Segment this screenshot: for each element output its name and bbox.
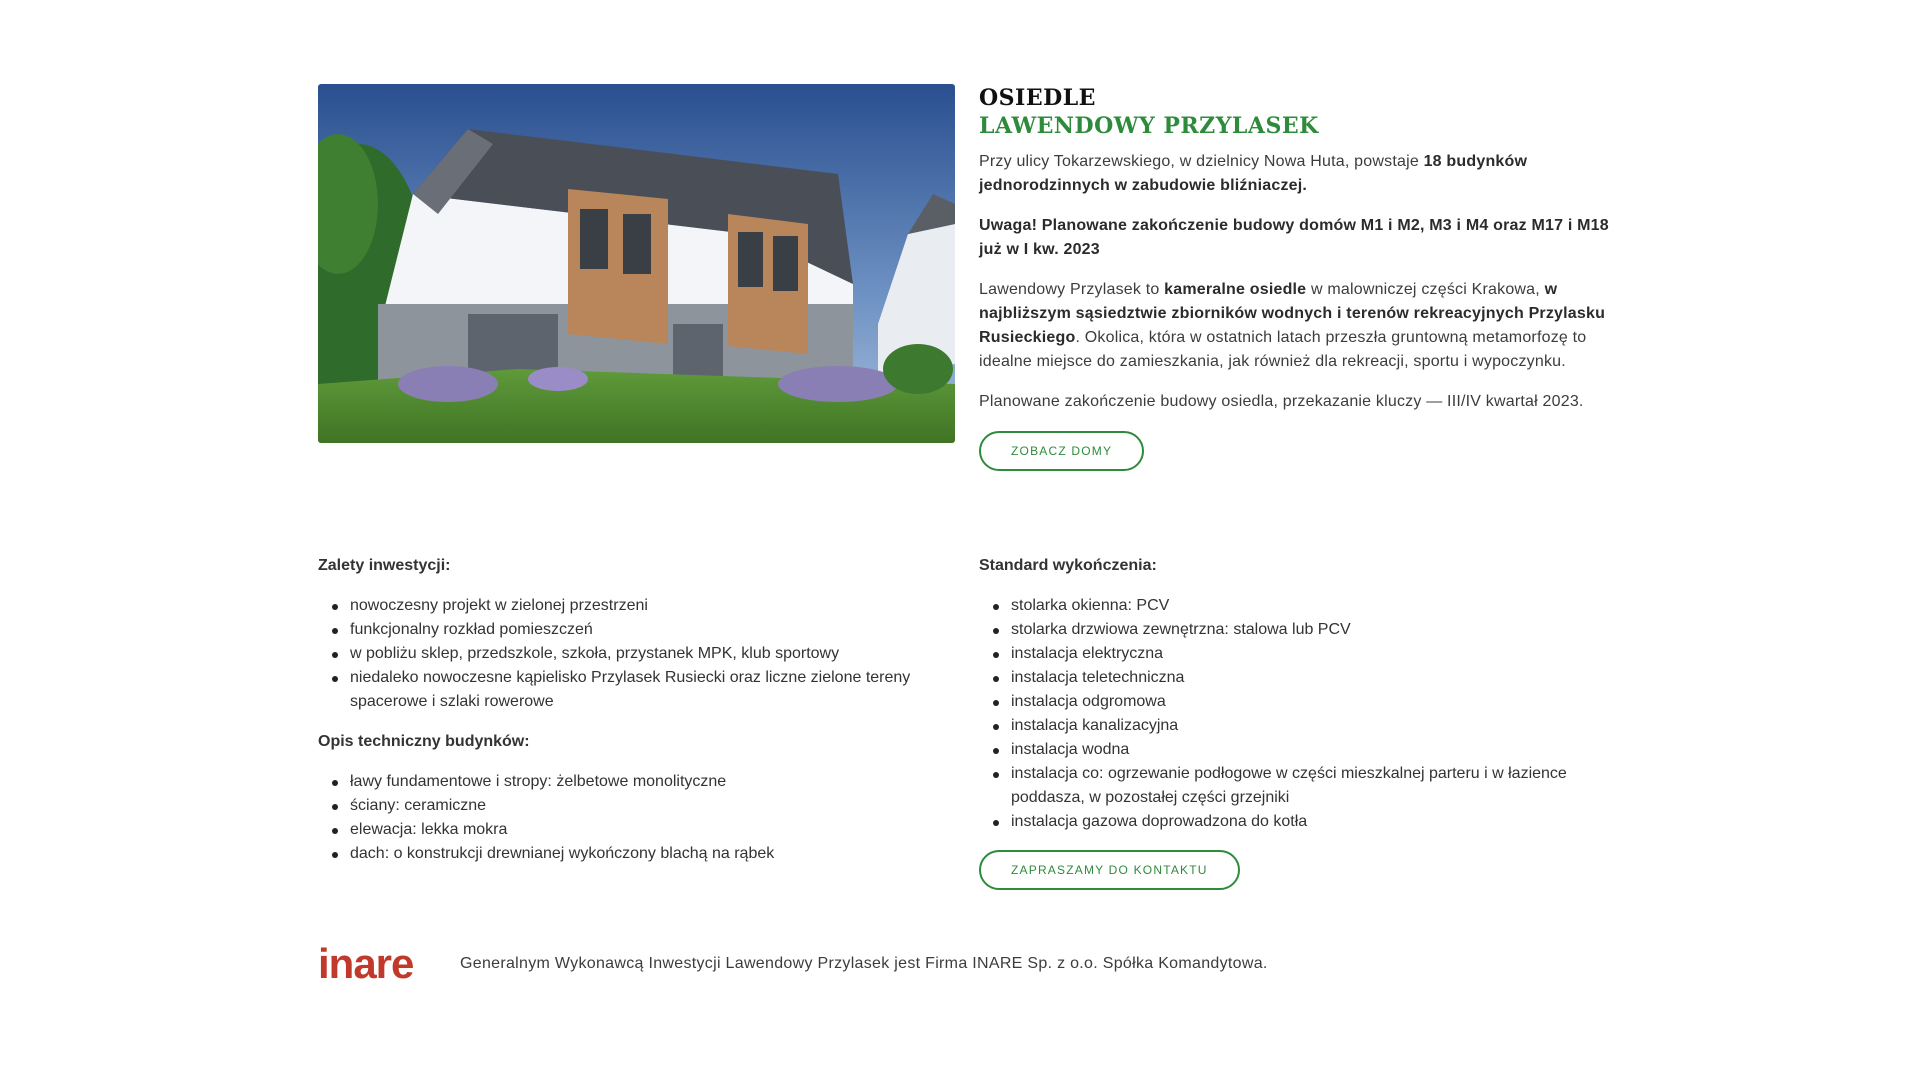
footer	[318, 944, 1268, 984]
description-text: w malowniczej części Krakowa,	[1306, 281, 1545, 298]
list-item: instalacja gazowa doprowadzona do kotła	[979, 810, 1619, 834]
inare-logo-icon[interactable]	[318, 944, 446, 984]
page-title-line2: LAWENDOWY PRZYLASEK	[979, 113, 1319, 139]
intro-paragraph-location	[979, 150, 1619, 198]
advantages-list	[318, 594, 958, 714]
description-text: Lawendowy Przylasek to	[979, 281, 1165, 298]
list-item: elewacja: lekka mokra	[318, 818, 958, 842]
list-item: instalacja wodna	[979, 738, 1619, 762]
right-column	[979, 554, 1619, 890]
standard-heading: Standard wykończenia:	[979, 557, 1157, 574]
house-illustration	[318, 84, 955, 443]
intro-text: Przy ulicy Tokarzewskiego, w dzielnicy Nowa Huta, powstaje	[979, 153, 1424, 170]
list-item: w pobliżu sklep, przedszkole, szkoła, przystanek MPK, klub sportowy	[318, 642, 958, 666]
notice-text: Uwaga! Planowane zakończenie budowy domów M1 i M2, M3 i M4 oraz M17 i M18 już w I kw. 2023	[979, 217, 1609, 258]
page-title-line1: OSIEDLE	[979, 85, 1096, 111]
view-houses-button[interactable]: ZOBACZ DOMY	[979, 431, 1144, 471]
list-item: stolarka drzwiowa zewnętrzna: stalowa lub PCV	[979, 618, 1619, 642]
description-bold: w najbliższym sąsiedztwie zbiorników wodnych i terenów rekreacyjnych Przylasku Rusieckiego	[979, 281, 1606, 346]
list-item: instalacja elektryczna	[979, 642, 1619, 666]
intro-section	[979, 84, 1619, 471]
technical-heading: Opis techniczny budynków:	[318, 733, 530, 750]
contact-button[interactable]: ZAPRASZAMY DO KONTAKTU	[979, 850, 1240, 890]
technical-list	[318, 770, 958, 866]
advantages-heading: Zalety inwestycji:	[318, 557, 451, 574]
list-item: ławy fundamentowe i stropy: żelbetowe monolityczne	[318, 770, 958, 794]
standard-list	[979, 594, 1619, 834]
list-item: instalacja co: ogrzewanie podłogowe w części mieszkalnej parteru i w łazience poddasza, w pozostałej części grzejniki	[979, 762, 1619, 810]
footer-contractor-text: Generalnym Wykonawcą Inwestycji Lawendowy Przylasek jest Firma INARE Sp. z o.o. Spółka Komandytowa.	[460, 955, 1268, 972]
list-item: niedaleko nowoczesne kąpielisko Przylasek Rusiecki oraz liczne zielone tereny spacerowe i szlaki rowerowe	[318, 666, 958, 714]
description-text: . Okolica, która w ostatnich latach przeszła gruntowną metamorfozę to idealne miejsce do zamieszkania, jak również dla rekreacji, sportu i wypoczynku.	[979, 329, 1587, 370]
list-item: dach: o konstrukcji drewnianej wykończony blachą na rąbek	[318, 842, 958, 866]
description-bold: kameralne osiedle	[1164, 281, 1307, 298]
intro-paragraph-description	[979, 278, 1619, 374]
list-item: funkcjonalny rozkład pomieszczeń	[318, 618, 958, 642]
list-item: instalacja teletechniczna	[979, 666, 1619, 690]
list-item: stolarka okienna: PCV	[979, 594, 1619, 618]
intro-bold-text: 18 budynków jednorodzinnych w zabudowie bliźniaczej.	[979, 153, 1528, 194]
left-column	[318, 554, 958, 882]
intro-paragraph-completion: Planowane zakończenie budowy osiedla, przekazanie kluczy — III/IV kwartał 2023.	[979, 393, 1584, 410]
list-item: instalacja kanalizacyjna	[979, 714, 1619, 738]
list-item: instalacja odgromowa	[979, 690, 1619, 714]
list-item: nowoczesny projekt w zielonej przestrzeni	[318, 594, 958, 618]
list-item: ściany: ceramiczne	[318, 794, 958, 818]
logo-text: inare	[318, 944, 414, 984]
intro-paragraph-notice	[979, 214, 1619, 262]
house-visualization-image	[318, 84, 955, 443]
